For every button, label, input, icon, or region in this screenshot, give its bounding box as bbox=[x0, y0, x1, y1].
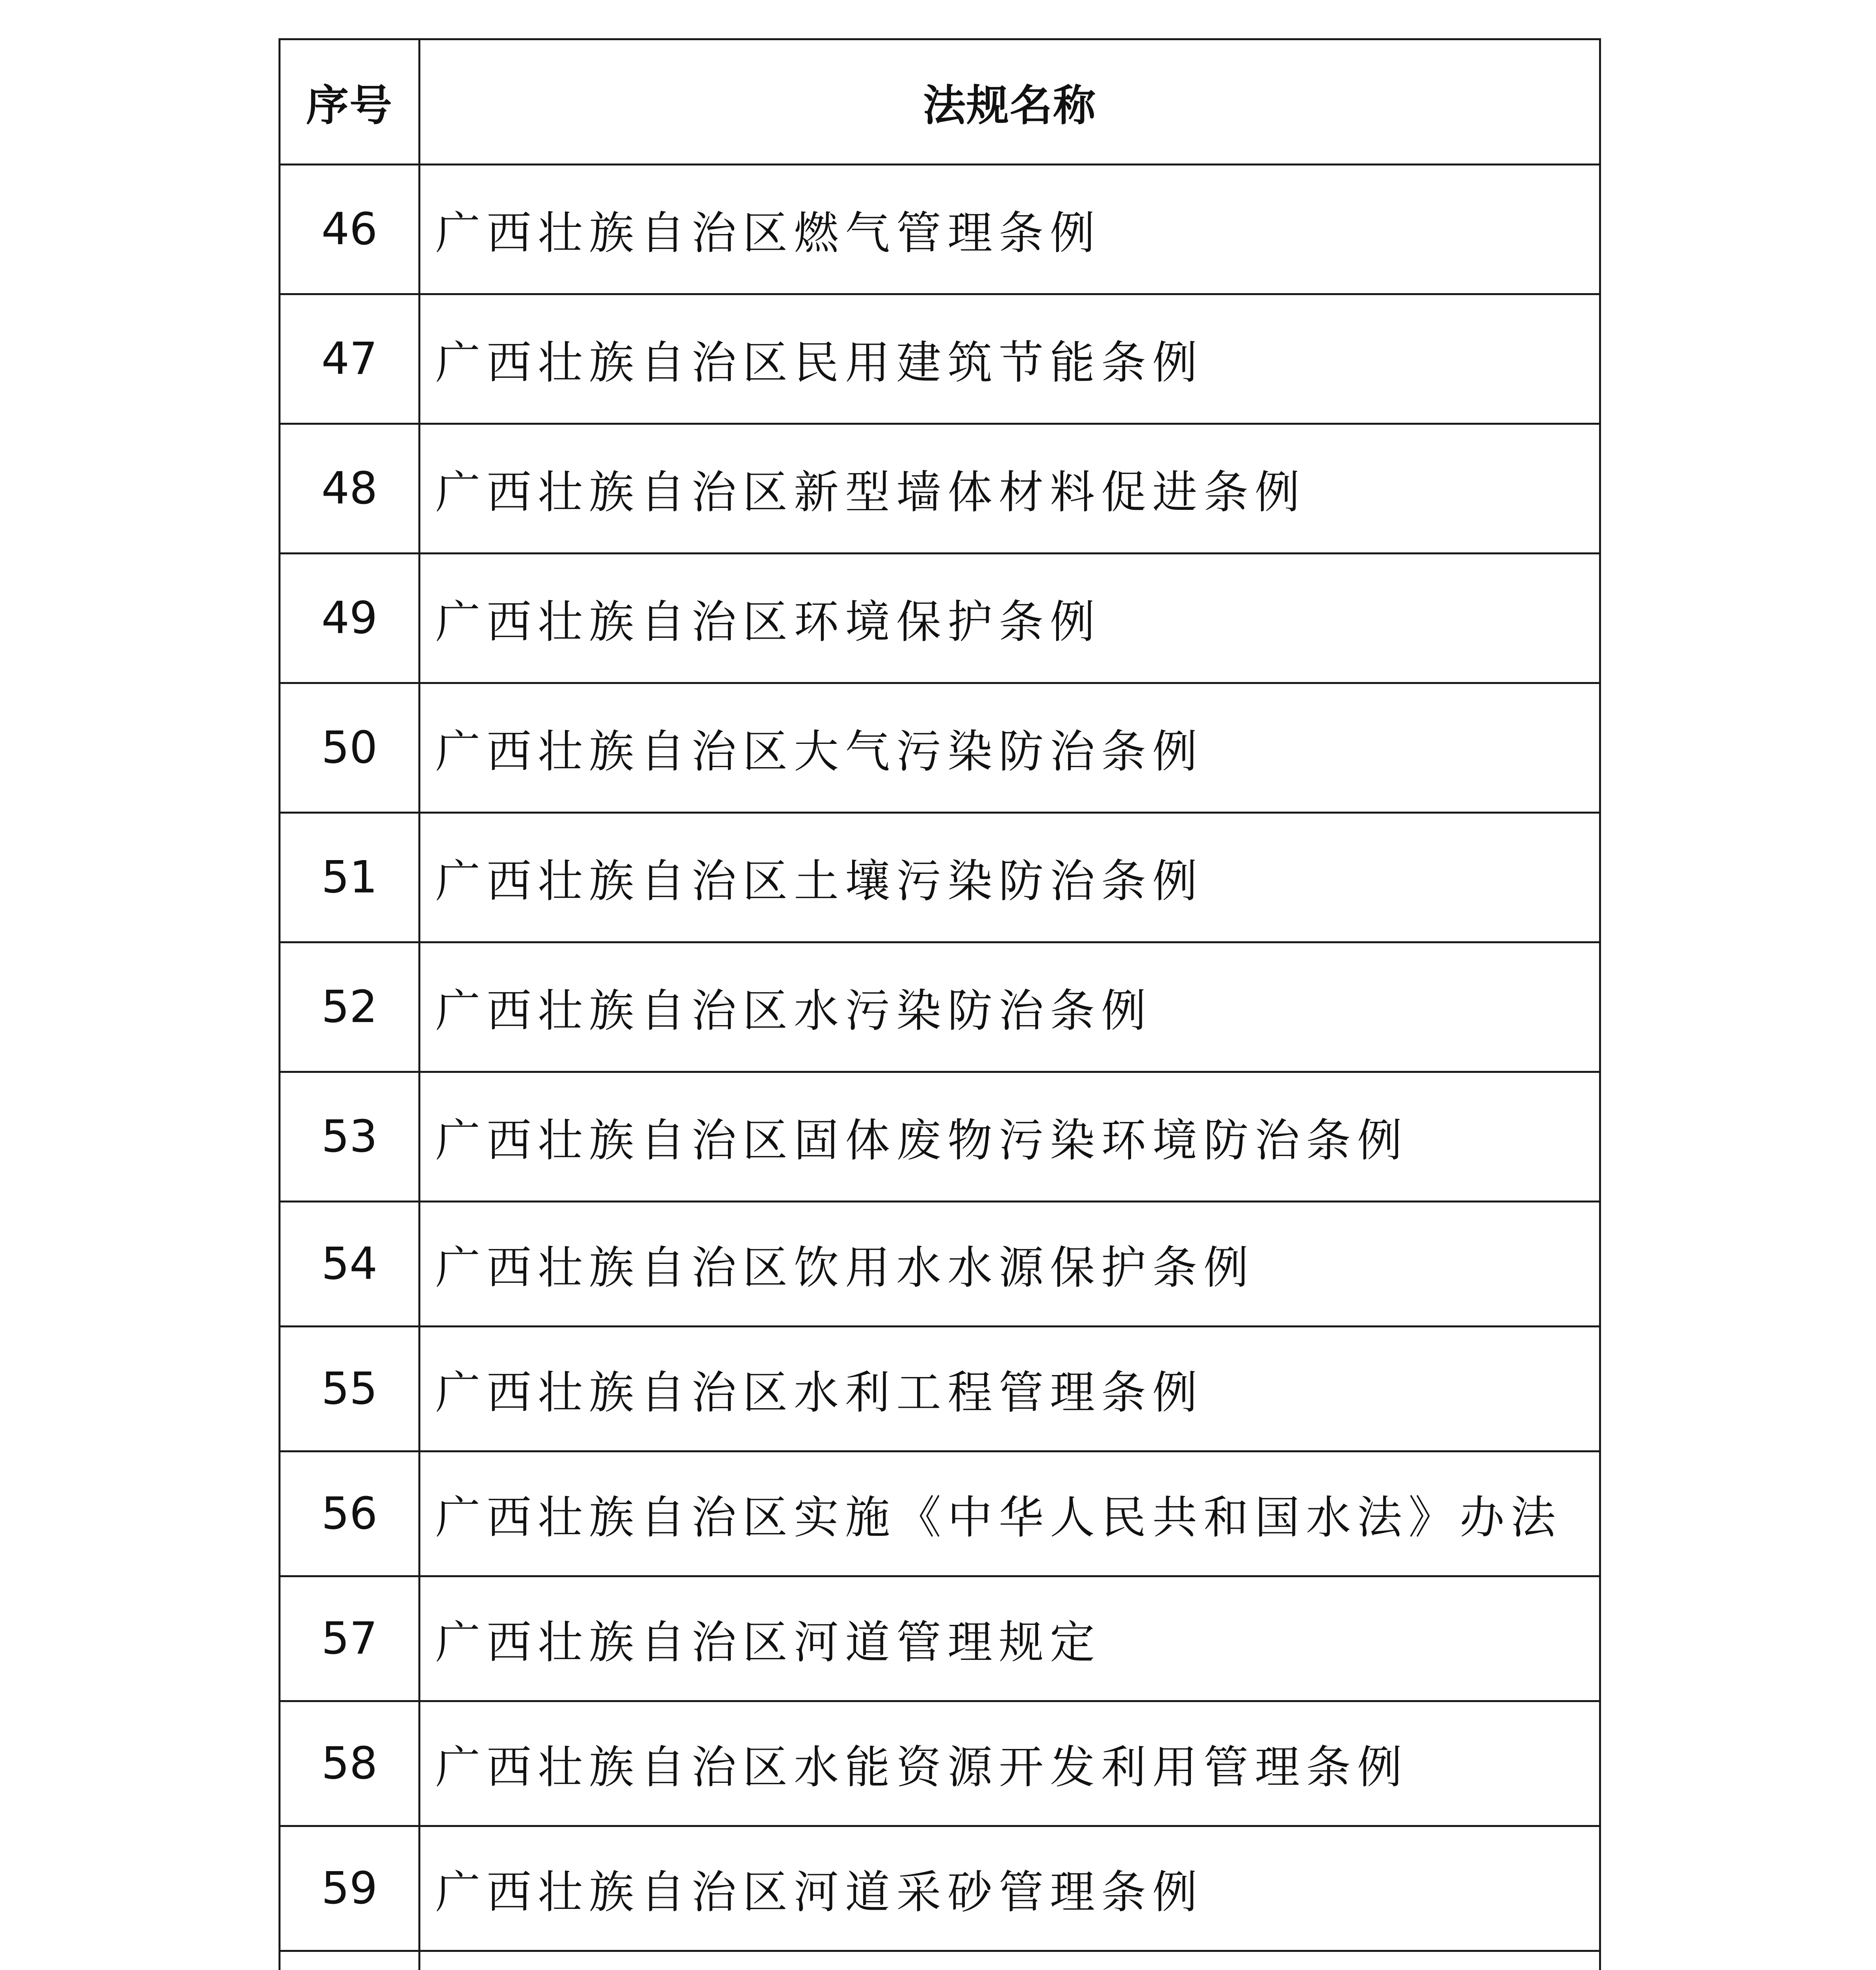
row-number: 48 bbox=[280, 424, 420, 554]
row-number: 57 bbox=[280, 1576, 420, 1701]
row-number: 55 bbox=[280, 1327, 420, 1451]
regulation-name: 广西壮族自治区水污染防治条例 bbox=[420, 942, 1600, 1072]
regulation-name: 广西壮族自治区实施《中华人民共和国水法》办法 bbox=[420, 1451, 1600, 1576]
table-row bbox=[280, 1202, 1600, 1327]
regulation-name: 广西壮族自治区新型墙体材料促进条例 bbox=[420, 424, 1600, 554]
header-name: 法规名称 bbox=[420, 39, 1600, 165]
row-number: 53 bbox=[280, 1072, 420, 1202]
row-number: 50 bbox=[280, 683, 420, 813]
table-header bbox=[280, 39, 1600, 165]
row-number: 58 bbox=[280, 1701, 420, 1826]
table-row bbox=[280, 165, 1600, 294]
table-row bbox=[280, 1826, 1600, 1951]
table-row bbox=[280, 1451, 1600, 1576]
table-row bbox=[280, 683, 1600, 813]
regulation-name: 广西壮族自治区固体废物污染环境防治条例 bbox=[420, 1072, 1600, 1202]
table-row bbox=[280, 1576, 1600, 1701]
regulation-name bbox=[420, 1951, 1600, 1970]
row-number: 59 bbox=[280, 1826, 420, 1951]
header-number: 序号 bbox=[280, 39, 420, 165]
row-number: 52 bbox=[280, 942, 420, 1072]
regulation-name: 广西壮族自治区河道采砂管理条例 bbox=[420, 1826, 1600, 1951]
row-number: 49 bbox=[280, 554, 420, 683]
header-row bbox=[280, 39, 1600, 165]
table-row bbox=[280, 1701, 1600, 1826]
table-row bbox=[280, 1327, 1600, 1451]
table-row bbox=[280, 942, 1600, 1072]
table-row bbox=[280, 1951, 1600, 1970]
regulation-name: 广西壮族自治区大气污染防治条例 bbox=[420, 683, 1600, 813]
row-number: 46 bbox=[280, 165, 420, 294]
regulation-name: 广西壮族自治区饮用水水源保护条例 bbox=[420, 1202, 1600, 1327]
regulation-name: 广西壮族自治区民用建筑节能条例 bbox=[420, 294, 1600, 424]
regulation-name: 广西壮族自治区燃气管理条例 bbox=[420, 165, 1600, 294]
table-row bbox=[280, 1072, 1600, 1202]
regulation-name: 广西壮族自治区水能资源开发利用管理条例 bbox=[420, 1701, 1600, 1826]
regulation-name: 广西壮族自治区河道管理规定 bbox=[420, 1576, 1600, 1701]
regulation-name: 广西壮族自治区水利工程管理条例 bbox=[420, 1327, 1600, 1451]
regulation-name: 广西壮族自治区环境保护条例 bbox=[420, 554, 1600, 683]
row-number: 51 bbox=[280, 813, 420, 942]
table-row bbox=[280, 813, 1600, 942]
table-row bbox=[280, 424, 1600, 554]
row-number bbox=[280, 1951, 420, 1970]
table-row bbox=[280, 554, 1600, 683]
row-number: 47 bbox=[280, 294, 420, 424]
regulation-name: 广西壮族自治区土壤污染防治条例 bbox=[420, 813, 1600, 942]
table-body bbox=[280, 165, 1600, 1970]
table-row bbox=[280, 294, 1600, 424]
row-number: 56 bbox=[280, 1451, 420, 1576]
row-number: 54 bbox=[280, 1202, 420, 1327]
regulations-table bbox=[279, 38, 1601, 1970]
